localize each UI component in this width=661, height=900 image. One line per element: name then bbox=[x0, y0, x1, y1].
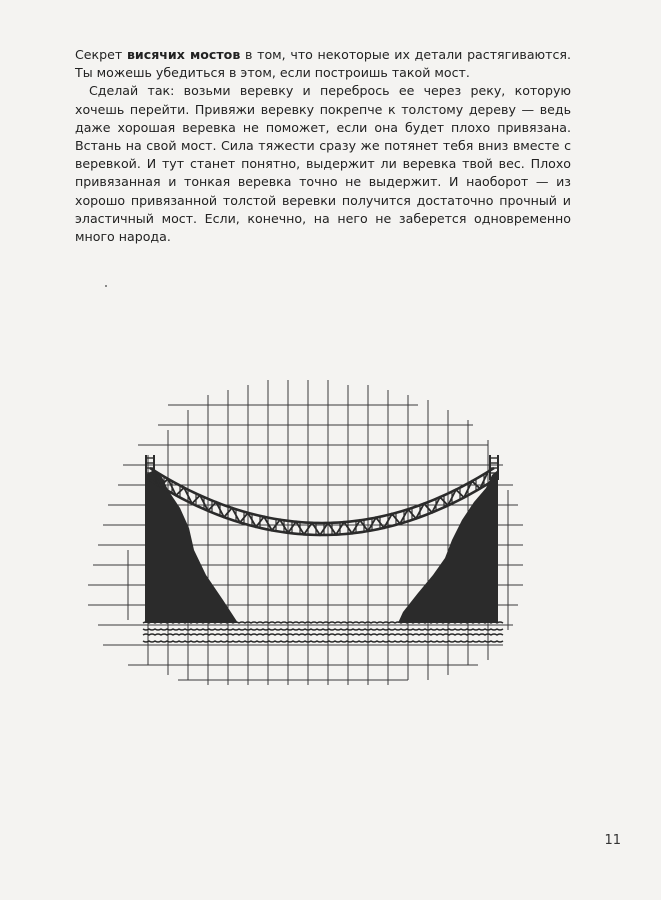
water-wave bbox=[143, 641, 503, 642]
paragraph-2: Сделай так: возьми веревку и перебрось ее через реку, которую хочешь перейти. Привяжи веревку покрепче к толстому дереву — ведь даже хорошая веревка не поможет, если она будет плохо привязана. Встань на свой мост. Сила тяжести сразу же потянет тебя вниз вместе с веревкой. И тут станет понятно, выдержит ли веревка твой вес. Плохо привязанная и тонкая веревка точно не выдержит. И наоборот — из хорошо привязанной толстой веревки получится достаточно прочный и эластичный мост. Если, конечно, на него не заберется одновременно много народа. bbox=[75, 83, 571, 245]
paragraph-1-rest: в том, что некоторые их детали растягиваются. Ты можешь убедиться в этом, если построишь такой мост. bbox=[75, 47, 571, 81]
upper-cable bbox=[150, 468, 494, 523]
paragraph-1 bbox=[75, 46, 571, 82]
bridge-illustration bbox=[88, 380, 528, 690]
suspension-bridge bbox=[146, 455, 498, 535]
page-number: 11 bbox=[604, 833, 621, 848]
left-cliff bbox=[145, 470, 238, 623]
water-wave bbox=[143, 634, 503, 635]
deck-cable bbox=[150, 480, 494, 535]
cliffs bbox=[145, 470, 498, 623]
highlight-term: висячих мостов bbox=[126, 47, 241, 62]
paragraph-1-start: Секрет bbox=[75, 47, 127, 62]
body-text bbox=[75, 46, 571, 246]
stray-mark bbox=[105, 285, 107, 287]
water-wave bbox=[143, 629, 503, 630]
